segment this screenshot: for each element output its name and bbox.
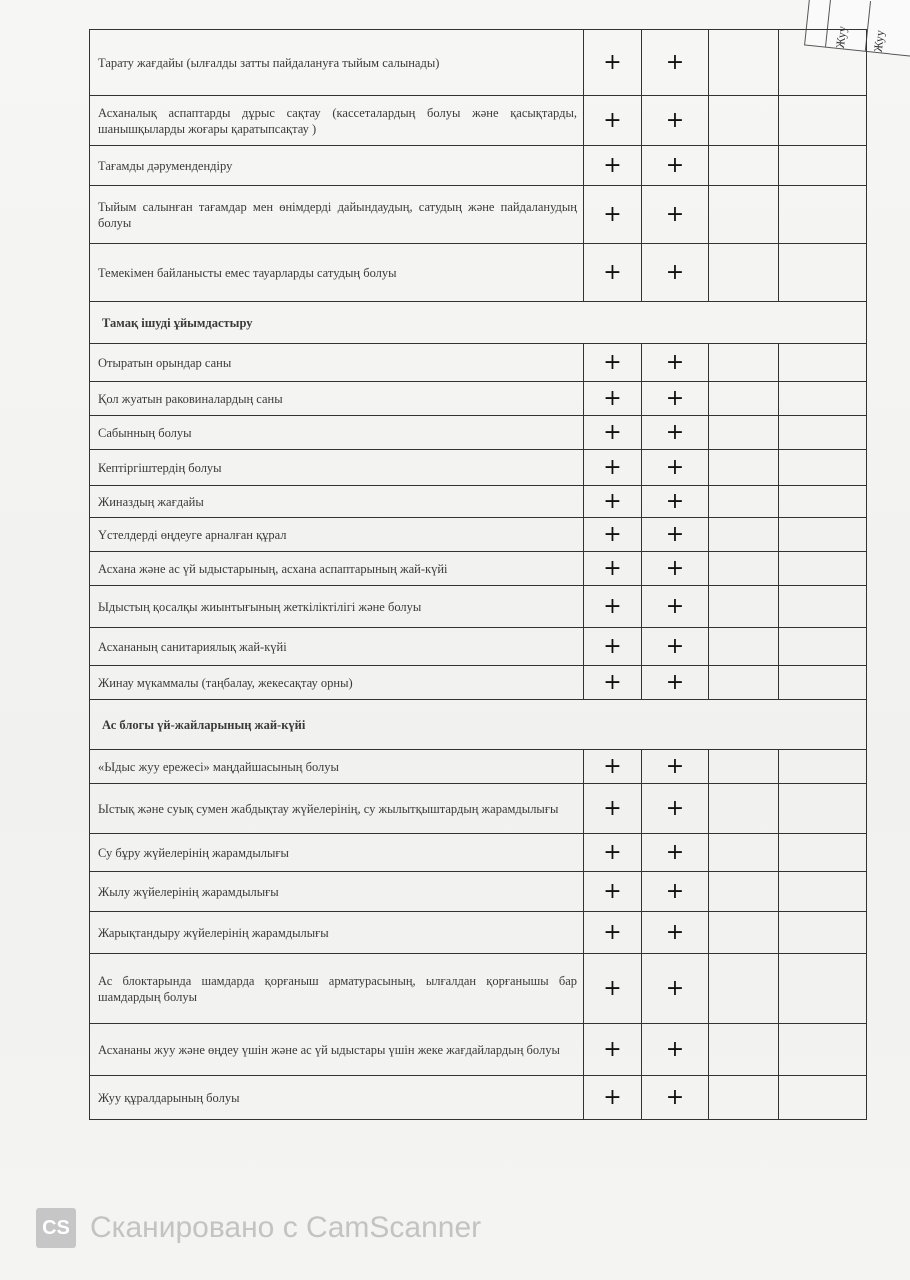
empty-cell bbox=[779, 244, 867, 302]
section-title: Ас блогы үй-жайларының жай-күйі bbox=[90, 700, 867, 750]
table-row bbox=[90, 382, 867, 416]
criterion-text: Ас блоктарында шамдарда қорғаныш арматурасының, ылғалдан қорғанышы бар шамдардың болуы bbox=[90, 954, 584, 1024]
table-row bbox=[90, 1076, 867, 1120]
empty-cell bbox=[709, 912, 779, 954]
check-mark-1: + bbox=[584, 666, 642, 700]
empty-cell bbox=[779, 186, 867, 244]
criterion-text: Жылу жүйелерінің жарамдылығы bbox=[90, 872, 584, 912]
corner-label-2: Жуу bbox=[870, 29, 888, 53]
criterion-text: Тағамды дәрумендендіру bbox=[90, 146, 584, 186]
check-mark-2: + bbox=[642, 416, 709, 450]
table-row bbox=[90, 586, 867, 628]
check-mark-1: + bbox=[584, 834, 642, 872]
check-mark-1: + bbox=[584, 416, 642, 450]
criterion-text: Асхананың санитариялық жай-күйі bbox=[90, 628, 584, 666]
criterion-text: Ыдыстың қосалқы жиынтығының жеткіліктілігі және болуы bbox=[90, 586, 584, 628]
table-row bbox=[90, 750, 867, 784]
empty-cell bbox=[709, 244, 779, 302]
check-mark-1: + bbox=[584, 486, 642, 518]
empty-cell bbox=[709, 784, 779, 834]
empty-cell bbox=[709, 666, 779, 700]
check-mark-1: + bbox=[584, 628, 642, 666]
check-mark-1: + bbox=[584, 146, 642, 186]
empty-cell bbox=[779, 30, 867, 96]
empty-cell bbox=[709, 450, 779, 486]
empty-cell bbox=[709, 954, 779, 1024]
check-mark-2: + bbox=[642, 872, 709, 912]
empty-cell bbox=[709, 146, 779, 186]
table-row bbox=[90, 416, 867, 450]
criterion-text: Асхананы жуу және өңдеу үшін және ас үй ыдыстары үшін жеке жағдайлардың болуы bbox=[90, 1024, 584, 1076]
empty-cell bbox=[709, 518, 779, 552]
check-mark-2: + bbox=[642, 666, 709, 700]
table-row bbox=[90, 344, 867, 382]
check-mark-2: + bbox=[642, 750, 709, 784]
check-mark-2: + bbox=[642, 344, 709, 382]
criterion-text: Үстелдерді өңдеуге арналған құрал bbox=[90, 518, 584, 552]
check-mark-1: + bbox=[584, 344, 642, 382]
criterion-text: Су бұру жүйелерінің жарамдылығы bbox=[90, 834, 584, 872]
criterion-text: Қол жуатын раковиналардың саны bbox=[90, 382, 584, 416]
empty-cell bbox=[709, 586, 779, 628]
table-row bbox=[90, 666, 867, 700]
inspection-table bbox=[89, 29, 867, 1120]
empty-cell bbox=[709, 382, 779, 416]
check-mark-1: + bbox=[584, 954, 642, 1024]
check-mark-2: + bbox=[642, 552, 709, 586]
empty-cell bbox=[709, 186, 779, 244]
criterion-text: Тыйым салынған тағамдар мен өнімдерді дайындаудың, сатудың және пайдаланудың болуы bbox=[90, 186, 584, 244]
empty-cell bbox=[779, 416, 867, 450]
criterion-text: Жарықтандыру жүйелерінің жарамдылығы bbox=[90, 912, 584, 954]
check-mark-1: + bbox=[584, 1076, 642, 1120]
check-mark-2: + bbox=[642, 146, 709, 186]
empty-cell bbox=[779, 834, 867, 872]
check-mark-1: + bbox=[584, 586, 642, 628]
criterion-text: Жуу құралдарының болуы bbox=[90, 1076, 584, 1120]
check-mark-2: + bbox=[642, 1024, 709, 1076]
empty-cell bbox=[709, 416, 779, 450]
check-mark-1: + bbox=[584, 872, 642, 912]
check-mark-1: + bbox=[584, 1024, 642, 1076]
empty-cell bbox=[709, 872, 779, 912]
check-mark-1: + bbox=[584, 450, 642, 486]
criterion-text: Сабынның болуы bbox=[90, 416, 584, 450]
criterion-text: Асханалық аспаптарды дұрыс сақтау (кассеталардың болуы және қасықтарды, шанышқыларды жоғары қаратыпсақтау ) bbox=[90, 96, 584, 146]
check-mark-2: + bbox=[642, 486, 709, 518]
section-header-row bbox=[90, 302, 867, 344]
watermark-text: Сканировано с CamScanner bbox=[90, 1211, 482, 1244]
check-mark-1: + bbox=[584, 186, 642, 244]
table-row bbox=[90, 146, 867, 186]
table-row bbox=[90, 872, 867, 912]
check-mark-2: + bbox=[642, 586, 709, 628]
check-mark-2: + bbox=[642, 628, 709, 666]
corner-label-1: Жуу bbox=[832, 25, 850, 49]
table-row bbox=[90, 518, 867, 552]
criterion-text: «Ыдыс жуу ережесі» маңдайшасының болуы bbox=[90, 750, 584, 784]
table-row bbox=[90, 96, 867, 146]
empty-cell bbox=[779, 486, 867, 518]
check-mark-2: + bbox=[642, 186, 709, 244]
table-row bbox=[90, 784, 867, 834]
empty-cell bbox=[709, 750, 779, 784]
empty-cell bbox=[779, 666, 867, 700]
check-mark-2: + bbox=[642, 30, 709, 96]
table-row bbox=[90, 450, 867, 486]
check-mark-2: + bbox=[642, 244, 709, 302]
table-row bbox=[90, 486, 867, 518]
table-row bbox=[90, 1024, 867, 1076]
section-header-row bbox=[90, 700, 867, 750]
check-mark-1: + bbox=[584, 750, 642, 784]
table-row bbox=[90, 954, 867, 1024]
criterion-text: Жинау мүкаммалы (таңбалау, жекесақтау орны) bbox=[90, 666, 584, 700]
check-mark-1: + bbox=[584, 518, 642, 552]
empty-cell bbox=[779, 96, 867, 146]
camscanner-logo-icon: CS bbox=[36, 1208, 76, 1248]
empty-cell bbox=[779, 750, 867, 784]
empty-cell bbox=[779, 552, 867, 586]
empty-cell bbox=[779, 628, 867, 666]
empty-cell bbox=[709, 1076, 779, 1120]
section-title: Тамақ ішуді ұйымдастыру bbox=[90, 302, 867, 344]
check-mark-2: + bbox=[642, 382, 709, 416]
table-row bbox=[90, 186, 867, 244]
empty-cell bbox=[709, 1024, 779, 1076]
criterion-text: Асхана және ас үй ыдыстарының, асхана аспаптарының жай-күйі bbox=[90, 552, 584, 586]
check-mark-2: + bbox=[642, 518, 709, 552]
scanner-watermark bbox=[36, 1206, 481, 1250]
table-row bbox=[90, 912, 867, 954]
empty-cell bbox=[709, 30, 779, 96]
empty-cell bbox=[779, 586, 867, 628]
criterion-text: Темекімен байланысты емес тауарларды сатудың болуы bbox=[90, 244, 584, 302]
check-mark-2: + bbox=[642, 954, 709, 1024]
empty-cell bbox=[709, 344, 779, 382]
criterion-text: Жиназдың жағдайы bbox=[90, 486, 584, 518]
check-mark-2: + bbox=[642, 784, 709, 834]
check-mark-1: + bbox=[584, 552, 642, 586]
empty-cell bbox=[709, 628, 779, 666]
empty-cell bbox=[779, 954, 867, 1024]
criterion-text: Кептіргіштердің болуы bbox=[90, 450, 584, 486]
criterion-text: Ыстық және суық сумен жабдықтау жүйелерінің, су жылытқыштардың жарамдылығы bbox=[90, 784, 584, 834]
check-mark-2: + bbox=[642, 450, 709, 486]
criterion-text: Тарату жағдайы (ылғалды затты пайдалануға тыйым салынады) bbox=[90, 30, 584, 96]
empty-cell bbox=[709, 96, 779, 146]
table-row bbox=[90, 552, 867, 586]
empty-cell bbox=[709, 486, 779, 518]
table-row bbox=[90, 244, 867, 302]
empty-cell bbox=[779, 784, 867, 834]
empty-cell bbox=[779, 1024, 867, 1076]
check-mark-1: + bbox=[584, 912, 642, 954]
check-mark-2: + bbox=[642, 1076, 709, 1120]
empty-cell bbox=[779, 912, 867, 954]
check-mark-2: + bbox=[642, 912, 709, 954]
empty-cell bbox=[709, 552, 779, 586]
check-mark-1: + bbox=[584, 382, 642, 416]
check-mark-1: + bbox=[584, 30, 642, 96]
table-row bbox=[90, 30, 867, 96]
empty-cell bbox=[779, 872, 867, 912]
empty-cell bbox=[779, 450, 867, 486]
empty-cell bbox=[779, 344, 867, 382]
table-row bbox=[90, 628, 867, 666]
criterion-text: Отыратын орындар саны bbox=[90, 344, 584, 382]
empty-cell bbox=[779, 518, 867, 552]
empty-cell bbox=[709, 834, 779, 872]
empty-cell bbox=[779, 146, 867, 186]
empty-cell bbox=[779, 382, 867, 416]
check-mark-1: + bbox=[584, 784, 642, 834]
check-mark-2: + bbox=[642, 834, 709, 872]
check-mark-1: + bbox=[584, 96, 642, 146]
empty-cell bbox=[779, 1076, 867, 1120]
check-mark-2: + bbox=[642, 96, 709, 146]
check-mark-1: + bbox=[584, 244, 642, 302]
table-row bbox=[90, 834, 867, 872]
